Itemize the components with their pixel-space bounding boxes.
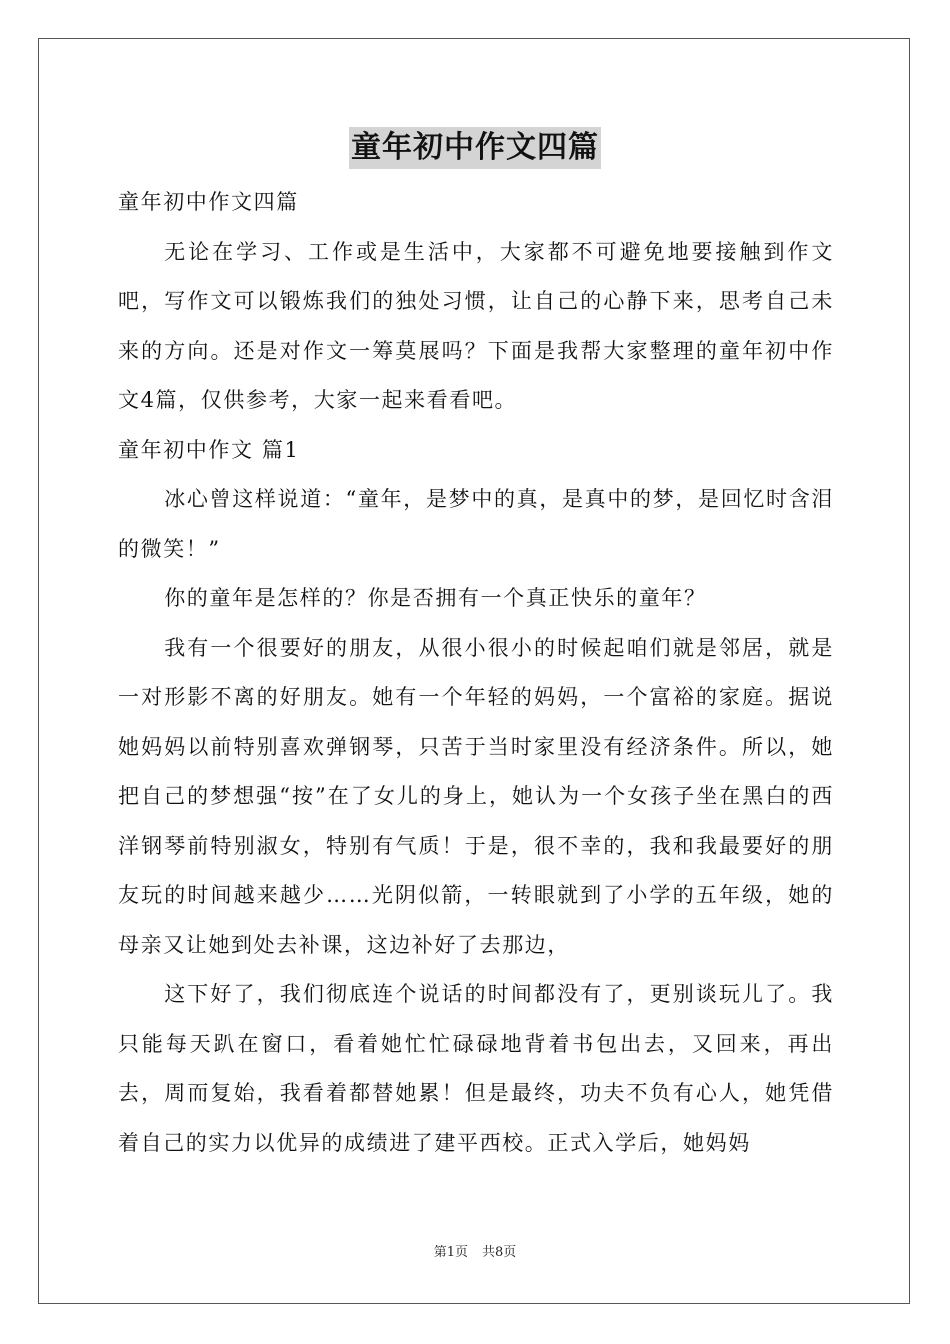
paragraph-quote: 冰心曾这样说道：“童年，是梦中的真，是真中的梦，是回忆时含泪的微笑！” — [118, 487, 834, 561]
title-container — [0, 127, 950, 169]
paragraph-story: 我有一个很要好的朋友，从很小很小的时候起咱们就是邻居，就是一对形影不离的好朋友。她有一个年轻的妈妈，一个富裕的家庭。据说她妈妈以前特别喜欢弹钢琴，只苦于当时家里没有经济条件。所以，她把自己的梦想强“按”在了女儿的身上，她认为一个女孩子坐在黑白的西洋钢琴前特别淑女，特别有气质！于是，很不幸的，我和我最要好的朋友玩的时间越来越少……光阴似箭，一转眼就到了小学的五年级，她的母亲又让她到处去补课，这边补好了去那边， — [118, 635, 834, 957]
paragraph-intro: 无论在学习、工作或是生活中，大家都不可避免地要接触到作文吧，写作文可以锻炼我们的独处习惯，让自己的心静下来，思考自己未来的方向。还是对作文一筹莫展吗？下面是我帮大家整理的童年初中作文4篇，仅供参考，大家一起来看看吧。 — [118, 239, 834, 412]
page-footer — [0, 1244, 950, 1262]
document-body — [118, 178, 834, 1168]
page-number: 第1页 — [433, 1245, 468, 1260]
document-title: 童年初中作文四篇 — [349, 127, 601, 169]
paragraph-question: 你的童年是怎样的？你是否拥有一个真正快乐的童年？ — [164, 586, 707, 610]
paragraph-continued: 这下好了，我们彻底连个说话的时间都没有了，更别谈玩儿了。我只能每天趴在窗口，看着她忙忙碌碌地背着书包出去，又回来，再出去，周而复始，我看着都替她累！但是最终，功夫不负有心人，她凭借着自己的实力以优异的成绩进了建平西校。正式入学后，她妈妈 — [118, 982, 834, 1155]
page-total: 共8页 — [482, 1245, 517, 1260]
section-heading: 童年初中作文 篇1 — [118, 437, 300, 462]
subtitle: 童年初中作文四篇 — [118, 190, 299, 214]
